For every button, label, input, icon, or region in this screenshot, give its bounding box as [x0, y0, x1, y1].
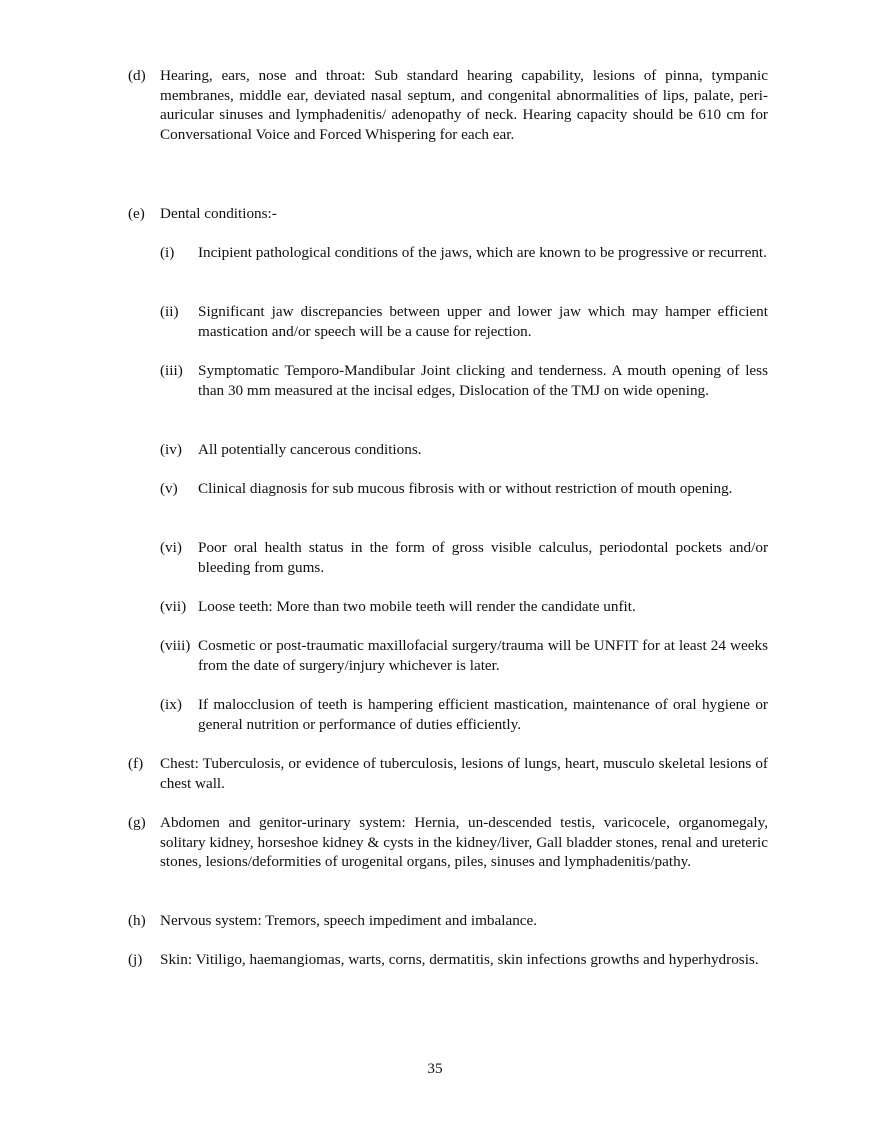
dental-item-i [160, 243, 768, 263]
dental-item-ii [160, 302, 768, 341]
list-text: Hearing, ears, nose and throat: Sub standard hearing capability, lesions of pinna, tympanic membranes, middle ear, deviated nasal septum, and congenital abnormalities of lips, palate, peri-auricular sinuses and lymphadenitis/ adenopathy of neck. Hearing capacity should be 610 cm for Conversational Voice and Forced Whispering for each ear. [160, 67, 768, 143]
list-marker: (i) [160, 244, 175, 261]
list-text: Incipient pathological conditions of the jaws, which are known to be progressive or recurrent. [198, 244, 767, 261]
list-text: Clinical diagnosis for sub mucous fibrosis with or without restriction of mouth opening. [198, 480, 733, 497]
list-text: Significant jaw discrepancies between upper and lower jaw which may hamper efficient mastication and/or speech will be a cause for rejection. [198, 303, 768, 340]
list-marker: (e) [128, 205, 145, 222]
list-marker: (ii) [160, 303, 179, 320]
list-text: Symptomatic Temporo-Mandibular Joint clicking and tenderness. A mouth opening of less than 30 mm measured at the incisal edges, Dislocation of the TMJ on wide opening. [198, 362, 768, 399]
section-j-skin [128, 950, 768, 970]
list-text: Abdomen and genitor-urinary system: Hernia, un-descended testis, varicocele, organomegaly, solitary kidney, horseshoe kidney & cysts in the kidney/liver, Gall bladder stones, renal and ureteric stones, lesions/deformities of urogenital organs, piles, sinuses and lymphadenitis/pathy. [160, 814, 768, 871]
list-marker: (h) [128, 912, 146, 929]
section-d-hearing [128, 66, 768, 144]
list-text: Poor oral health status in the form of gross visible calculus, periodontal pockets and/or bleeding from gums. [198, 539, 768, 576]
dental-item-ix [160, 695, 768, 734]
dental-item-vii [160, 597, 768, 617]
list-text: If malocclusion of teeth is hampering efficient mastication, maintenance of oral hygiene or general nutrition or performance of duties efficiently. [198, 696, 768, 733]
dental-item-vi [160, 538, 768, 577]
list-marker: (g) [128, 814, 146, 831]
list-marker: (iii) [160, 362, 183, 379]
section-f-chest [128, 754, 768, 793]
section-e-dental [128, 204, 768, 224]
list-marker: (viii) [160, 637, 191, 654]
list-text: Nervous system: Tremors, speech impediment and imbalance. [160, 912, 538, 929]
list-text: Dental conditions:- [160, 205, 277, 222]
list-text: Chest: Tuberculosis, or evidence of tuberculosis, lesions of lungs, heart, musculo skeletal lesions of chest wall. [160, 755, 768, 792]
list-marker: (vi) [160, 539, 182, 556]
section-h-nervous-system [128, 911, 768, 931]
section-g-abdomen [128, 813, 768, 872]
dental-item-iii [160, 361, 768, 400]
list-marker: (d) [128, 67, 146, 84]
list-text: Loose teeth: More than two mobile teeth will render the candidate unfit. [198, 598, 636, 615]
list-marker: (j) [128, 951, 143, 968]
dental-item-viii [160, 636, 768, 675]
list-text: All potentially cancerous conditions. [198, 441, 422, 458]
list-marker: (f) [128, 755, 144, 772]
list-marker: (iv) [160, 441, 182, 458]
dental-item-v [160, 479, 768, 499]
list-text: Cosmetic or post-traumatic maxillofacial surgery/trauma will be UNFIT for at least 24 weeks from the date of surgery/injury whichever is later. [198, 637, 768, 674]
list-text: Skin: Vitiligo, haemangiomas, warts, corns, dermatitis, skin infections growths and hyperhydrosis. [160, 951, 759, 968]
list-marker: (vii) [160, 598, 187, 615]
page-number: 35 [427, 1060, 443, 1077]
list-marker: (ix) [160, 696, 182, 713]
list-marker: (v) [160, 480, 178, 497]
dental-item-iv [160, 440, 768, 460]
